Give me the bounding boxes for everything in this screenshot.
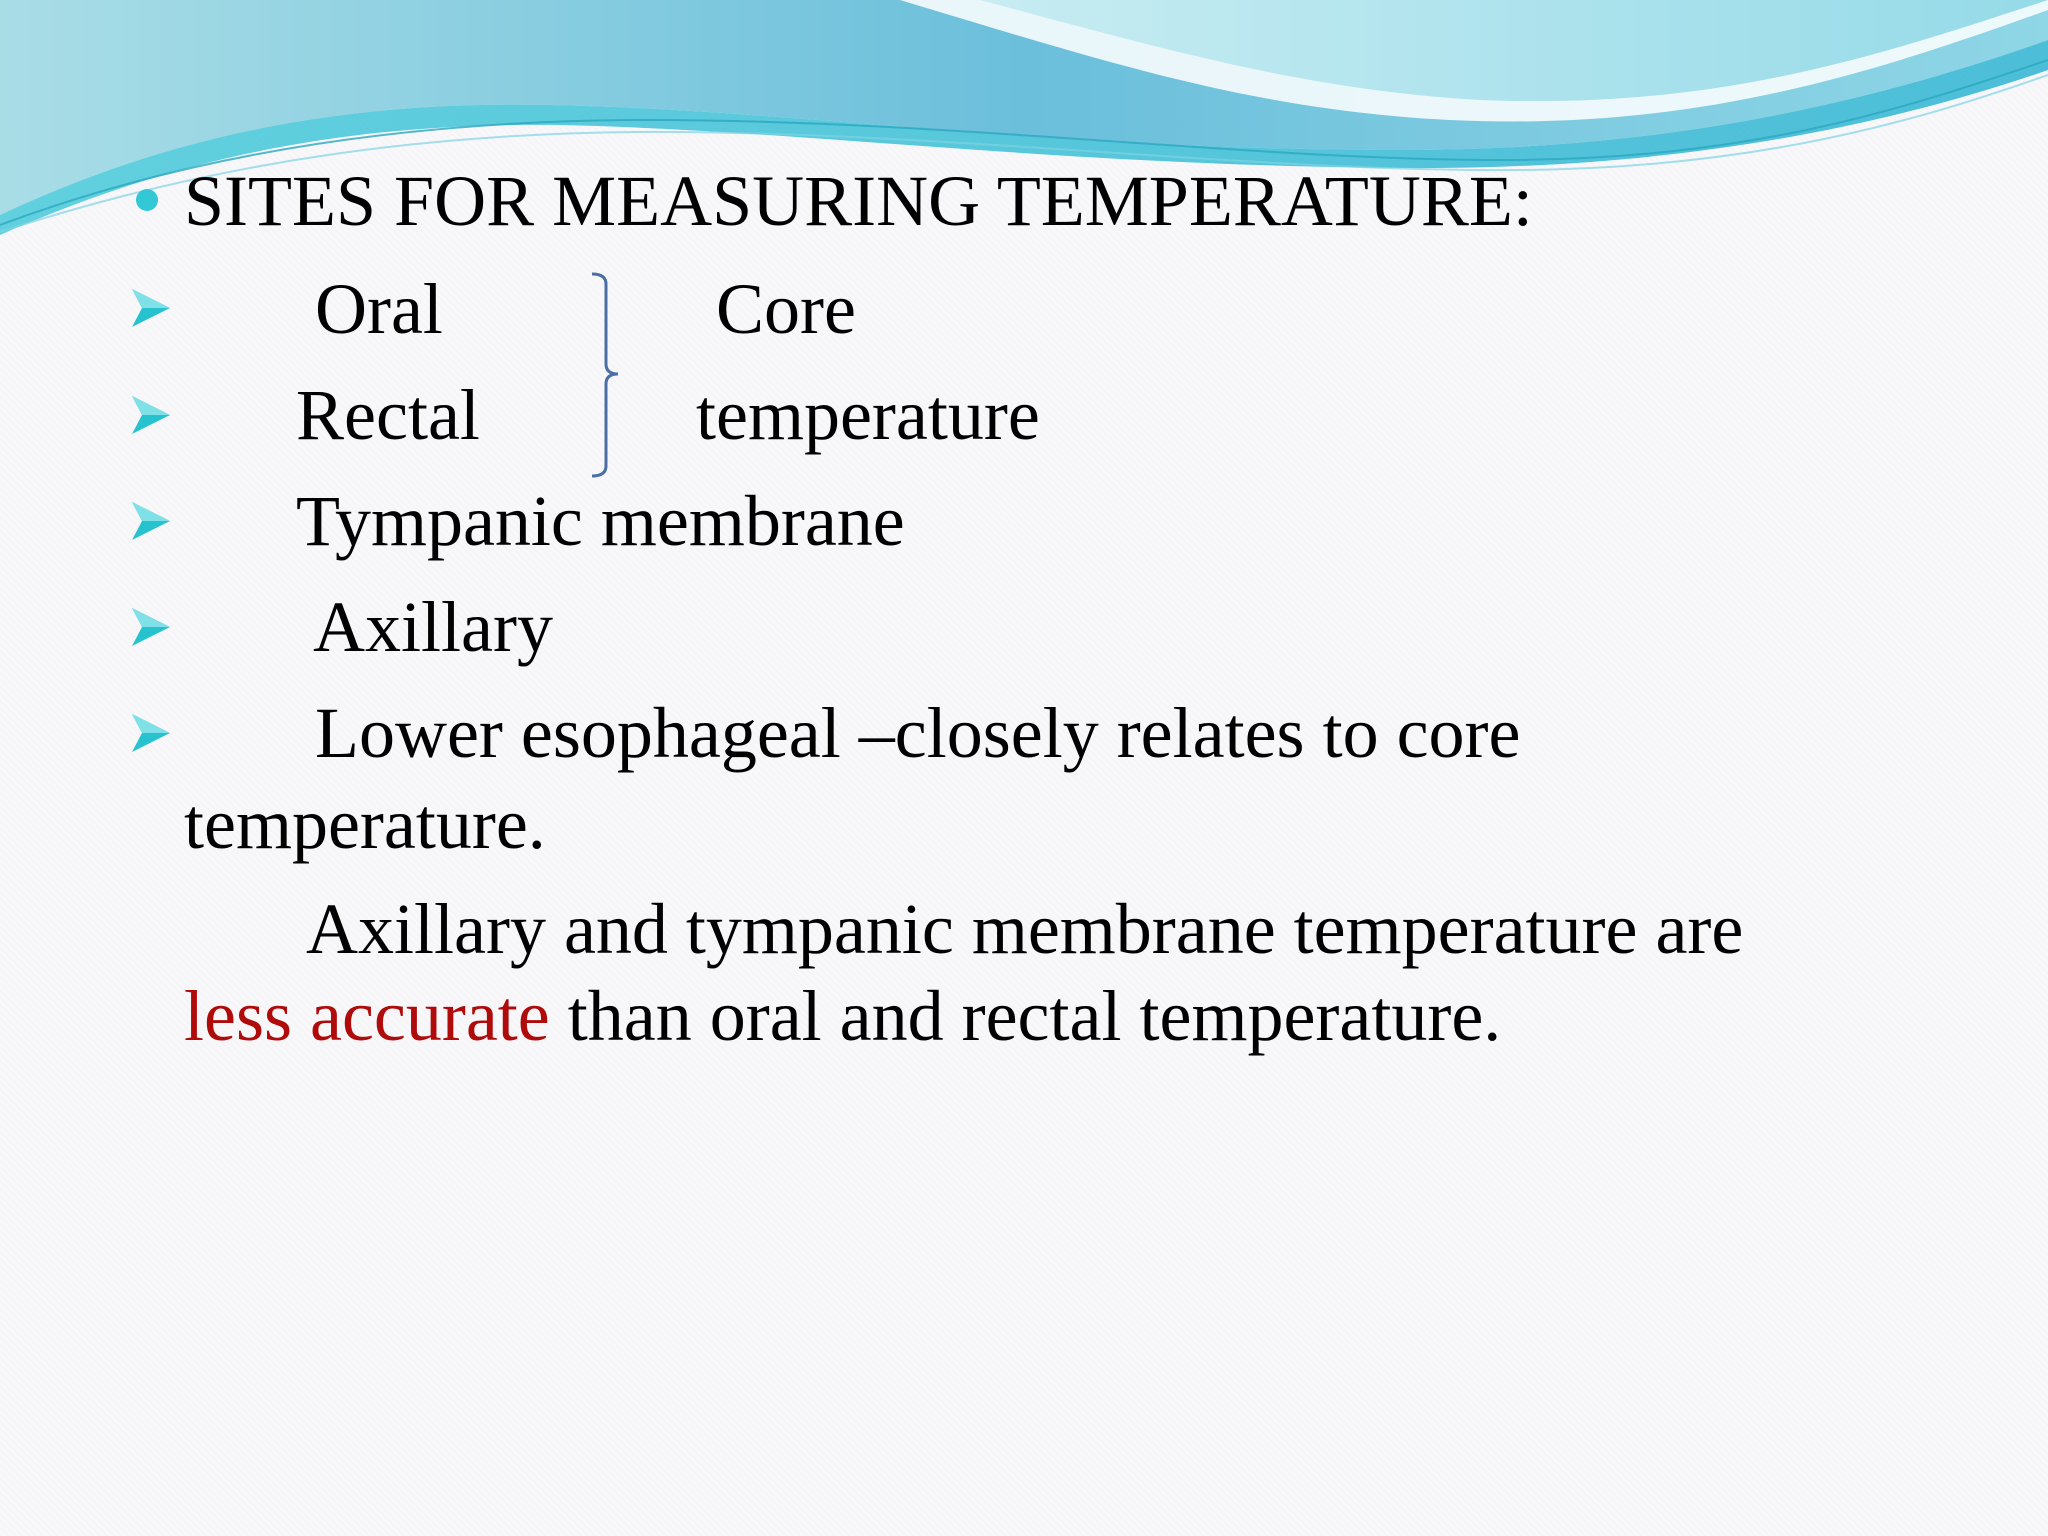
- arrow-bullet-icon: [128, 285, 174, 331]
- list-item-oral: Oral: [315, 269, 443, 349]
- list-item-esophageal-continuation: temperature.: [184, 784, 546, 864]
- note-line1: Axillary and tympanic membrane temperature are: [306, 889, 1744, 969]
- slide-title: SITES FOR MEASURING TEMPERATURE:: [184, 161, 1533, 241]
- arrow-bullet-icon: [128, 604, 174, 650]
- right-curly-brace-icon: [588, 270, 628, 480]
- arrow-bullet-icon: [128, 498, 174, 544]
- brace-note-line2: temperature: [696, 375, 1040, 455]
- arrow-bullet-icon: [128, 710, 174, 756]
- note-highlight: less accurate: [184, 976, 550, 1056]
- note-rest: than oral and rectal temperature.: [549, 976, 1502, 1056]
- brace-note-line1: Core: [716, 269, 856, 349]
- title-bullet-icon: [136, 189, 158, 211]
- list-item-tympanic: Tympanic membrane: [296, 481, 905, 561]
- list-item-axillary: Axillary: [313, 587, 553, 667]
- arrow-bullet-icon: [128, 392, 174, 438]
- list-item-rectal: Rectal: [296, 375, 480, 455]
- list-item-esophageal: Lower esophageal –closely relates to core: [315, 693, 1521, 773]
- note-line2: [184, 976, 1502, 1056]
